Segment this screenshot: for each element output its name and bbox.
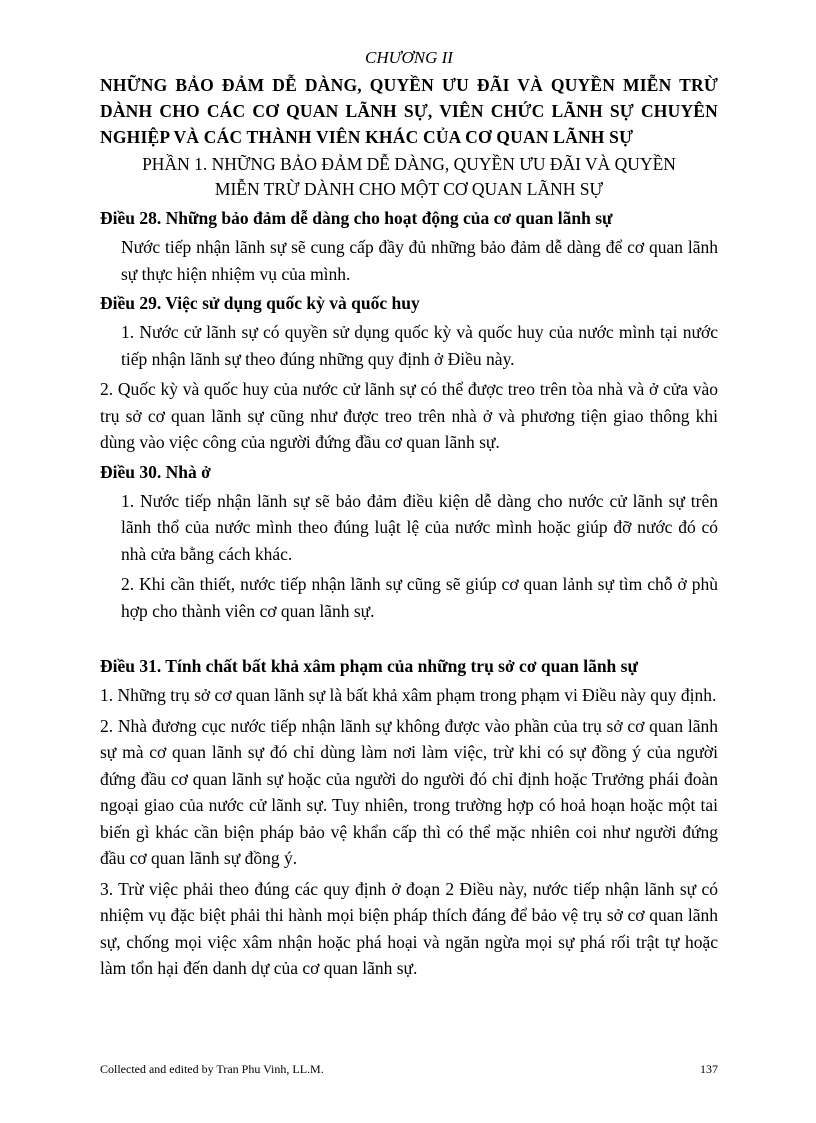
article-31-paragraph-2: 2. Nhà đương cục nước tiếp nhận lãnh sự không được vào phần của trụ sở cơ quan lãnh sự mà cơ quan lãnh sự đó chỉ dùng làm nơi làm việc, trừ khi có sự đồng ý của người đứng đầu cơ quan lãnh sự hoặc của người do người đó chỉ định hoặc Trưởng phái đoàn ngoại giao của nước cử lãnh sự. Tuy nhiên, trong trường hợp có hoả hoạn hoặc một tai biến gì khác cần biện pháp bảo vệ khẩn cấp thì có thể mặc nhiên coi như người đứng đầu cơ quan lãnh sự đồng ý. — [100, 715, 718, 868]
page-number: 137 — [700, 1062, 718, 1076]
article-30-paragraph-1: 1. Nước tiếp nhận lãnh sự sẽ bảo đảm điều kiện dễ dàng cho nước cử lãnh sự trên lãnh thổ của nước mình theo đúng luật lệ của nước mình hoặc giúp đỡ nước đó có nhà cửa bằng cách khác. — [121, 490, 718, 564]
article-31-paragraph-3: 3. Trừ việc phải theo đúng các quy định ở đoạn 2 Điều này, nước tiếp nhận lãnh sự có nhiệm vụ đặc biệt phải thi hành mọi biện pháp thích đáng để bảo vệ trụ sở cơ quan lãnh sự, chống mọi việc xâm nhận hoặc phá hoại và ngăn ngừa mọi sự phá rối trật tự hoặc làm tổn hại đến danh dự của cơ quan lãnh sự. — [100, 878, 718, 978]
page-footer — [100, 1062, 718, 1077]
spacer — [100, 628, 718, 652]
footer-credit: Collected and edited by Tran Phu Vinh, LL.M. — [100, 1062, 324, 1076]
article-29-paragraph-1: 1. Nước cử lãnh sự có quyền sử dụng quốc kỳ và quốc huy của nước mình tại nước tiếp nhận lãnh sự theo đúng những quy định ở Điều này. — [121, 322, 718, 369]
article-29-heading: Điều 29. Việc sử dụng quốc kỳ và quốc huy — [100, 293, 420, 313]
article-28-paragraph-1: Nước tiếp nhận lãnh sự sẽ cung cấp đầy đủ những bảo đảm dễ dàng để cơ quan lãnh sự thực hiện nhiệm vụ của mình. — [121, 237, 718, 284]
article-31-heading: Điều 31. Tính chất bất khả xâm phạm của những trụ sở cơ quan lãnh sự — [100, 656, 638, 676]
section-title-line-1: PHẦN 1. NHỮNG BẢO ĐẢM DỄ DÀNG, QUYỀN ƯU ĐÃI VÀ QUYỀN — [142, 154, 676, 174]
document-page — [100, 48, 718, 986]
article-30-paragraph-2: 2. Khi cần thiết, nước tiếp nhận lãnh sự cũng sẽ giúp cơ quan lảnh sự tìm chỗ ở phù hợp cho thành viên cơ quan lãnh sự. — [121, 574, 718, 621]
section-title-line-2: MIỄN TRỪ DÀNH CHO MỘT CƠ QUAN LÃNH SỰ — [214, 179, 604, 199]
article-28-heading: Điều 28. Những bảo đảm dễ dàng cho hoạt động của cơ quan lãnh sự — [100, 208, 613, 228]
chapter-label: CHƯƠNG II — [365, 48, 453, 67]
section-title — [100, 152, 718, 202]
chapter-title: NHỮNG BẢO ĐẢM DỄ DÀNG, QUYỀN ƯU ĐÃI VÀ QUYỀN MIỄN TRỪ DÀNH CHO CÁC CƠ QUAN LÃNH SỰ, VIÊN CHỨC LÃNH SỰ CHUYÊN NGHIỆP VÀ CÁC THÀNH VIÊN KHÁC CỦA CƠ QUAN LÃNH SỰ — [100, 75, 718, 147]
article-30-heading: Điều 30. Nhà ở — [100, 461, 211, 482]
article-31-paragraph-1: 1. Những trụ sở cơ quan lãnh sự là bất khả xâm phạm trong phạm vi Điều này quy định. — [100, 685, 717, 705]
article-29-paragraph-2: 2. Quốc kỳ và quốc huy của nước cử lãnh sự có thể được treo trên tòa nhà và ở cửa vào trụ sở cơ quan lãnh sự cũng như được treo trên nhà ở và phương tiện giao thông khi dùng vào việc công của người đứng đầu cơ quan lãnh sự. — [100, 379, 718, 452]
